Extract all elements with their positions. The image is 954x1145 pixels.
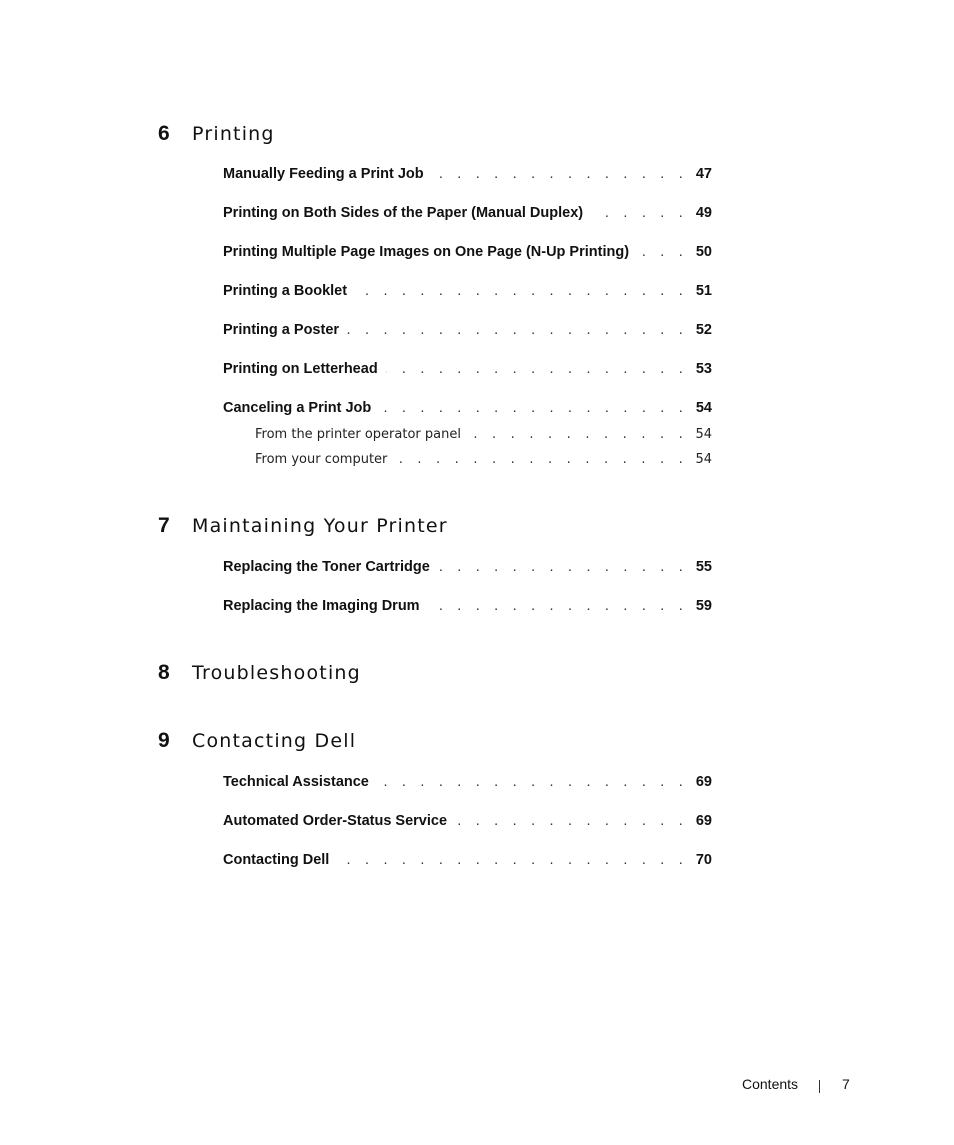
chapter-heading — [158, 659, 361, 687]
toc-entry-title: Printing on Both Sides of the Paper (Manual Duplex) — [223, 205, 584, 221]
toc-entry-title: Automated Order-Status Service — [223, 813, 448, 829]
toc-page-number: 50 — [695, 244, 712, 260]
dot-leader — [432, 166, 688, 182]
toc-entry-title: Printing Multiple Page Images on One Page (N-Up Printing) — [223, 244, 630, 260]
toc-page-number: 54 — [695, 452, 712, 467]
toc-subentry-title: From the printer operator panel — [255, 427, 461, 442]
toc-page-number: 59 — [695, 598, 712, 614]
chapter-title[interactable]: Troubleshooting — [192, 662, 361, 684]
toc-subentry-title: From your computer — [255, 452, 388, 467]
chapter-title[interactable]: Contacting Dell — [192, 730, 357, 752]
dot-leader — [438, 559, 688, 575]
toc-entry[interactable] — [223, 244, 712, 264]
dot-leader — [355, 283, 688, 299]
toc-entry-title: Canceling a Print Job — [223, 400, 372, 416]
toc-page-number: 70 — [695, 852, 712, 868]
chapter-number: 6 — [158, 122, 170, 145]
toc-subentry[interactable] — [255, 427, 712, 445]
toc-entry[interactable] — [223, 559, 712, 579]
chapter-number: 7 — [158, 514, 170, 537]
dot-leader — [455, 813, 688, 829]
dot-leader — [637, 244, 688, 260]
toc-page-number: 49 — [695, 205, 712, 221]
toc-entry-title: Printing a Poster — [223, 322, 340, 338]
footer-divider — [819, 1080, 820, 1093]
toc-page-number: 47 — [695, 166, 712, 182]
toc-entry[interactable] — [223, 322, 712, 342]
chapter-title[interactable]: Maintaining Your Printer — [192, 515, 448, 537]
toc-page-number: 55 — [695, 559, 712, 575]
dot-leader — [591, 205, 688, 221]
chapter-number: 9 — [158, 729, 170, 752]
toc-page-number: 53 — [695, 361, 712, 377]
toc-entry-title: Replacing the Imaging Drum — [223, 598, 420, 614]
chapter-number: 8 — [158, 661, 170, 684]
toc-entry-title: Replacing the Toner Cartridge — [223, 559, 430, 575]
toc-entry[interactable] — [223, 598, 712, 618]
dot-leader — [337, 852, 688, 868]
toc-page-number: 69 — [695, 813, 712, 829]
toc-entry[interactable] — [223, 774, 712, 794]
chapter-heading — [158, 120, 275, 148]
toc-page-number: 52 — [695, 322, 712, 338]
toc-page-number: 69 — [695, 774, 712, 790]
toc-entry[interactable] — [223, 283, 712, 303]
dot-leader — [386, 361, 688, 377]
toc-subentry[interactable] — [255, 452, 712, 470]
toc-page-number: 51 — [695, 283, 712, 299]
toc-entry[interactable] — [223, 400, 712, 420]
toc-entry[interactable] — [223, 813, 712, 833]
toc-entry[interactable] — [223, 361, 712, 381]
toc-page-number: 54 — [695, 400, 712, 416]
dot-leader — [377, 774, 688, 790]
toc-entry[interactable] — [223, 166, 712, 186]
dot-leader — [469, 427, 688, 442]
dot-leader — [428, 598, 688, 614]
dot-leader — [379, 400, 688, 416]
dot-leader — [347, 322, 688, 338]
toc-page-number: 54 — [695, 427, 712, 442]
toc-entry[interactable] — [223, 852, 712, 872]
footer-page-number: 7 — [842, 1076, 850, 1092]
toc-entry-title: Printing on Letterhead — [223, 361, 378, 377]
chapter-title[interactable]: Printing — [192, 123, 275, 145]
chapter-heading — [158, 512, 448, 540]
toc-entry-title: Printing a Booklet — [223, 283, 348, 299]
dot-leader — [395, 452, 688, 467]
footer-section-label: Contents — [742, 1076, 799, 1092]
toc-entry-title: Contacting Dell — [223, 852, 330, 868]
toc-entry[interactable] — [223, 205, 712, 225]
toc-entry-title: Technical Assistance — [223, 774, 369, 790]
chapter-heading — [158, 727, 356, 755]
toc-entry-title: Manually Feeding a Print Job — [223, 166, 424, 182]
